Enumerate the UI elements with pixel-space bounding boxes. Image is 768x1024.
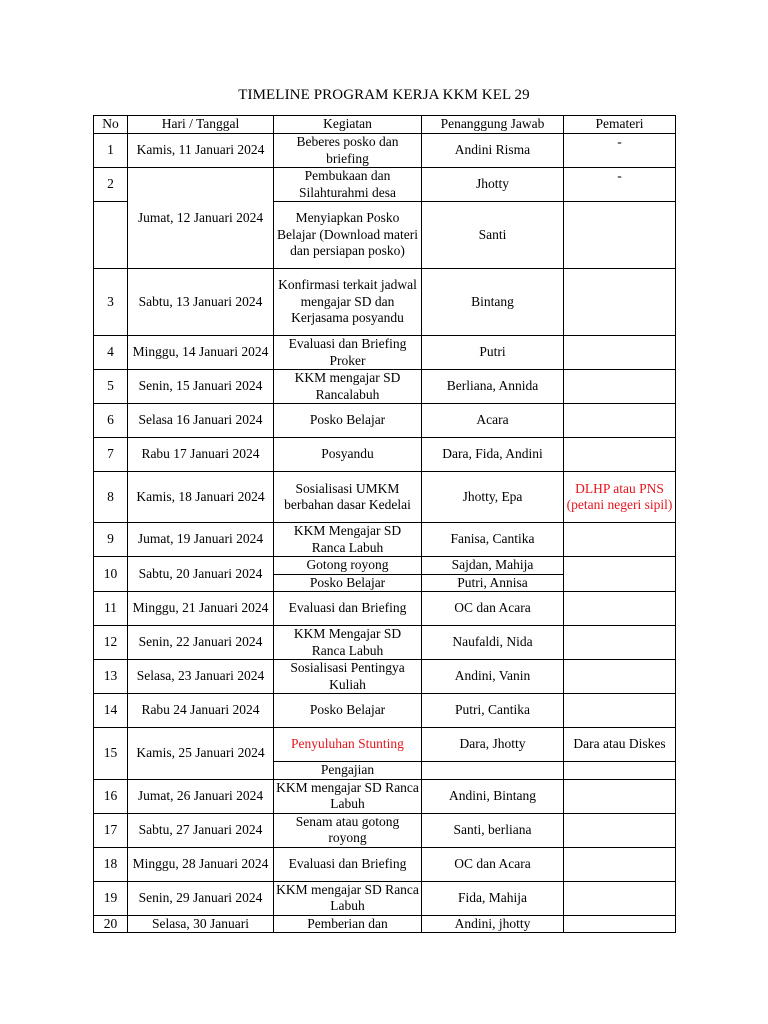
- cell-kegiatan: Evaluasi dan Briefing: [274, 847, 422, 881]
- table-row: [94, 336, 676, 370]
- cell-date: Jumat, 19 Januari 2024: [128, 523, 274, 557]
- cell-no: 3: [94, 269, 128, 336]
- cell-no: 18: [94, 847, 128, 881]
- cell-kegiatan: Pemberian dan: [274, 915, 422, 933]
- cell-no: 9: [94, 523, 128, 557]
- cell-pj: Sajdan, Mahija: [422, 557, 564, 575]
- table-row: [94, 813, 676, 847]
- cell-no: 20: [94, 915, 128, 933]
- cell-pj: Andini Risma: [422, 134, 564, 168]
- cell-pemateri: [564, 438, 676, 472]
- cell-pj: Acara: [422, 404, 564, 438]
- cell-pemateri: [564, 370, 676, 404]
- cell-date: Minggu, 21 Januari 2024: [128, 592, 274, 626]
- cell-kegiatan: KKM mengajar SD Ranca Labuh: [274, 779, 422, 813]
- cell-kegiatan: Posko Belajar: [274, 574, 422, 592]
- table-row: [94, 557, 676, 575]
- cell-pj: Dara, Jhotty: [422, 728, 564, 762]
- cell-pemateri: [564, 762, 676, 780]
- cell-pemateri: [564, 269, 676, 336]
- cell-no: 12: [94, 626, 128, 660]
- cell-pemateri: [564, 694, 676, 728]
- table-row: [94, 134, 676, 168]
- cell-no: 2: [94, 168, 128, 202]
- cell-kegiatan: Sosialisasi Pentingya Kuliah: [274, 660, 422, 694]
- cell-no: 11: [94, 592, 128, 626]
- cell-no: 8: [94, 472, 128, 523]
- cell-pemateri: [564, 592, 676, 626]
- cell-pemateri: [564, 813, 676, 847]
- cell-pj: Andini, Vanin: [422, 660, 564, 694]
- cell-kegiatan: Konfirmasi terkait jadwal mengajar SD dan Kerjasama posyandu: [274, 269, 422, 336]
- table-row: [94, 472, 676, 523]
- cell-pj: Santi: [422, 202, 564, 269]
- cell-kegiatan: KKM mengajar SD Ranca Labuh: [274, 881, 422, 915]
- cell-pj: [422, 762, 564, 780]
- header-pemateri: Pemateri: [564, 116, 676, 134]
- cell-kegiatan: Senam atau gotong royong: [274, 813, 422, 847]
- table-row: [94, 626, 676, 660]
- cell-kegiatan: KKM Mengajar SD Ranca Labuh: [274, 523, 422, 557]
- cell-pj: Berliana, Annida: [422, 370, 564, 404]
- cell-pj: Jhotty, Epa: [422, 472, 564, 523]
- cell-pemateri: [564, 336, 676, 370]
- cell-date: Jumat, 12 Januari 2024: [128, 168, 274, 269]
- cell-kegiatan: Evaluasi dan Briefing: [274, 592, 422, 626]
- cell-pemateri: [564, 881, 676, 915]
- cell-pj: Andini, jhotty: [422, 915, 564, 933]
- cell-pemateri: -: [564, 168, 676, 202]
- cell-kegiatan: Posko Belajar: [274, 404, 422, 438]
- cell-date: Senin, 22 Januari 2024: [128, 626, 274, 660]
- cell-pj: Santi, berliana: [422, 813, 564, 847]
- table-row: [94, 404, 676, 438]
- cell-date: Rabu 24 Januari 2024: [128, 694, 274, 728]
- cell-date: Selasa, 23 Januari 2024: [128, 660, 274, 694]
- cell-date: Kamis, 18 Januari 2024: [128, 472, 274, 523]
- table-row: [94, 592, 676, 626]
- table-row: [94, 847, 676, 881]
- cell-kegiatan: Gotong royong: [274, 557, 422, 575]
- cell-kegiatan: Menyiapkan Posko Belajar (Download materi dan persiapan posko): [274, 202, 422, 269]
- cell-date: Minggu, 28 Januari 2024: [128, 847, 274, 881]
- table-row: [94, 694, 676, 728]
- cell-date: Selasa 16 Januari 2024: [128, 404, 274, 438]
- cell-pj: Bintang: [422, 269, 564, 336]
- cell-pemateri: DLHP atau PNS (petani negeri sipil): [564, 472, 676, 523]
- header-no: No: [94, 116, 128, 134]
- cell-kegiatan: KKM Mengajar SD Ranca Labuh: [274, 626, 422, 660]
- table-row: [94, 728, 676, 762]
- cell-date: Minggu, 14 Januari 2024: [128, 336, 274, 370]
- table-row: [94, 660, 676, 694]
- document-title: TIMELINE PROGRAM KERJA KKM KEL 29: [238, 87, 530, 103]
- table-header-row: [94, 116, 676, 134]
- cell-pj: Putri: [422, 336, 564, 370]
- cell-pj: OC dan Acara: [422, 592, 564, 626]
- cell-pj: Fida, Mahija: [422, 881, 564, 915]
- cell-date: Rabu 17 Januari 2024: [128, 438, 274, 472]
- cell-no: 17: [94, 813, 128, 847]
- cell-date: Sabtu, 27 Januari 2024: [128, 813, 274, 847]
- cell-pj: Putri, Cantika: [422, 694, 564, 728]
- cell-pj: Naufaldi, Nida: [422, 626, 564, 660]
- cell-date: Sabtu, 13 Januari 2024: [128, 269, 274, 336]
- header-hari-tanggal: Hari / Tanggal: [128, 116, 274, 134]
- cell-pemateri: -: [564, 134, 676, 168]
- cell-pj: OC dan Acara: [422, 847, 564, 881]
- cell-kegiatan: KKM mengajar SD Rancalabuh: [274, 370, 422, 404]
- cell-pj: Dara, Fida, Andini: [422, 438, 564, 472]
- cell-date: Selasa, 30 Januari: [128, 915, 274, 933]
- cell-pj: Jhotty: [422, 168, 564, 202]
- cell-no: 15: [94, 728, 128, 780]
- cell-pj: Andini, Bintang: [422, 779, 564, 813]
- table-row: [94, 915, 676, 933]
- cell-no: 10: [94, 557, 128, 592]
- cell-pemateri: [564, 557, 676, 592]
- cell-no: 7: [94, 438, 128, 472]
- header-penanggung-jawab: Penanggung Jawab: [422, 116, 564, 134]
- cell-date: Kamis, 25 Januari 2024: [128, 728, 274, 780]
- cell-pemateri: [564, 779, 676, 813]
- cell-no: 14: [94, 694, 128, 728]
- cell-no: 4: [94, 336, 128, 370]
- cell-pj: Putri, Annisa: [422, 574, 564, 592]
- header-kegiatan: Kegiatan: [274, 116, 422, 134]
- cell-no: 6: [94, 404, 128, 438]
- cell-no: [94, 202, 128, 269]
- cell-date: Jumat, 26 Januari 2024: [128, 779, 274, 813]
- cell-pemateri: [564, 523, 676, 557]
- cell-pemateri: [564, 660, 676, 694]
- cell-date: Kamis, 11 Januari 2024: [128, 134, 274, 168]
- cell-pj: Fanisa, Cantika: [422, 523, 564, 557]
- table-row: [94, 438, 676, 472]
- table-row: [94, 370, 676, 404]
- cell-no: 19: [94, 881, 128, 915]
- cell-kegiatan: Pengajian: [274, 762, 422, 780]
- table-row: [94, 881, 676, 915]
- table-row: [94, 168, 676, 202]
- table-row: [94, 523, 676, 557]
- table-row: [94, 779, 676, 813]
- cell-date: Senin, 15 Januari 2024: [128, 370, 274, 404]
- cell-date: Sabtu, 20 Januari 2024: [128, 557, 274, 592]
- table-row: [94, 269, 676, 336]
- cell-pemateri: Dara atau Diskes: [564, 728, 676, 762]
- cell-pemateri: [564, 404, 676, 438]
- timeline-table: [93, 115, 676, 933]
- cell-pemateri: [564, 626, 676, 660]
- cell-pemateri: [564, 847, 676, 881]
- cell-no: 16: [94, 779, 128, 813]
- cell-kegiatan: Posyandu: [274, 438, 422, 472]
- cell-no: 13: [94, 660, 128, 694]
- cell-kegiatan: Evaluasi dan Briefing Proker: [274, 336, 422, 370]
- cell-kegiatan: Penyuluhan Stunting: [274, 728, 422, 762]
- cell-no: 5: [94, 370, 128, 404]
- cell-kegiatan: Sosialisasi UMKM berbahan dasar Kedelai: [274, 472, 422, 523]
- cell-pemateri: [564, 202, 676, 269]
- cell-pemateri: [564, 915, 676, 933]
- cell-kegiatan: Posko Belajar: [274, 694, 422, 728]
- cell-kegiatan: Beberes posko dan briefing: [274, 134, 422, 168]
- cell-no: 1: [94, 134, 128, 168]
- cell-kegiatan: Pembukaan dan Silahturahmi desa: [274, 168, 422, 202]
- cell-date: Senin, 29 Januari 2024: [128, 881, 274, 915]
